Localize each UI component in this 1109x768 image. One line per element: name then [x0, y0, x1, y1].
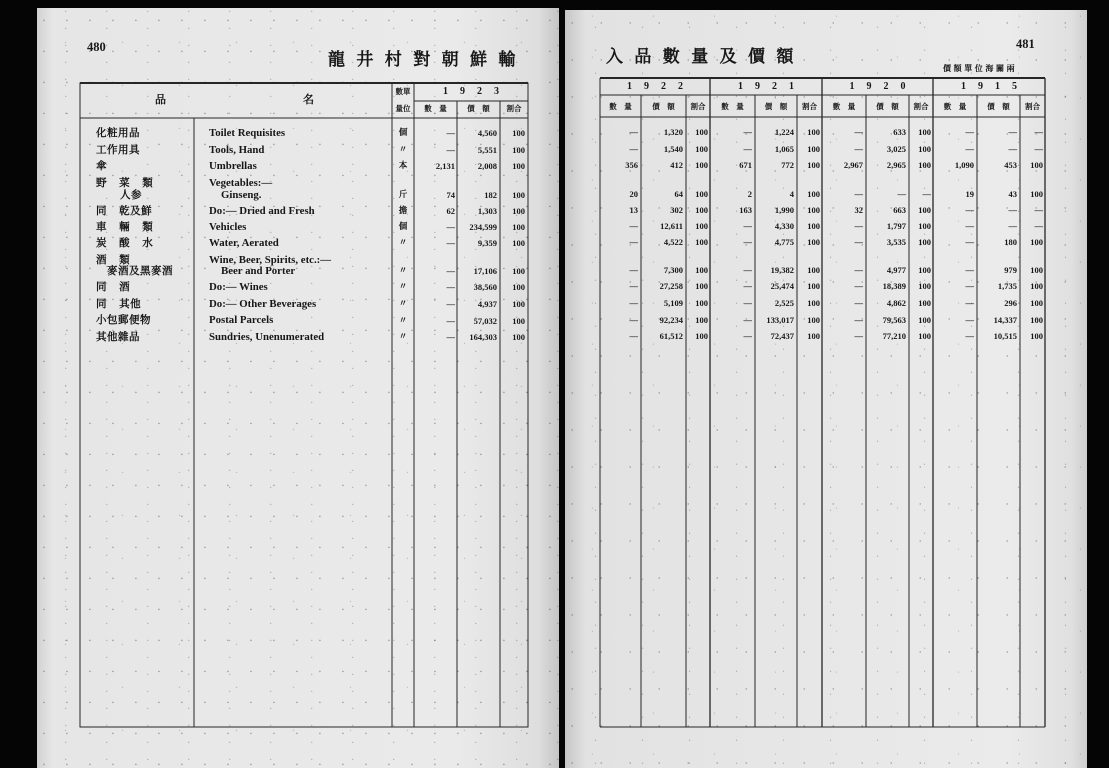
ratio-cell: —: [1034, 221, 1043, 231]
quantity-cell: —: [446, 222, 455, 232]
ratio-cell: 100: [1030, 265, 1043, 275]
quantity-cell: —: [743, 144, 752, 154]
item-name-jp: 車 輛 類: [96, 221, 154, 233]
value-cell: 1,224: [774, 127, 794, 137]
ratio-cell: 100: [512, 238, 525, 248]
ratio-cell: 100: [807, 265, 820, 275]
ratio-cell: 100: [512, 161, 525, 171]
value-cell: 92,234: [659, 315, 683, 325]
quantity-cell: —: [629, 298, 638, 308]
ratio-cell: 100: [512, 282, 525, 292]
quantity-cell: —: [446, 282, 455, 292]
item-name-en: Do:— Other Beverages: [209, 298, 317, 310]
quantity-cell: —: [446, 332, 455, 342]
quantity-cell: —: [965, 221, 974, 231]
quantity-cell: 20: [629, 189, 638, 199]
ratio-cell: 100: [807, 221, 820, 231]
ratio-cell: —: [1034, 144, 1043, 154]
item-subname-en: Ginseng.: [221, 189, 262, 201]
quantity-cell: 2,131: [435, 161, 455, 171]
quantity-cell: 62: [446, 206, 455, 216]
quantity-cell: —: [965, 144, 974, 154]
quantity-cell: 19: [965, 189, 974, 199]
ratio-cell: 100: [918, 205, 931, 215]
value-cell: 1,990: [774, 205, 794, 215]
unit-cell: 本: [398, 161, 408, 171]
ratio-cell: 100: [512, 128, 525, 138]
value-cell: 14,337: [993, 315, 1017, 325]
ratio-cell: 100: [807, 127, 820, 137]
value-header: 價 額: [764, 102, 788, 111]
item-subname-jp: 人参: [120, 189, 142, 201]
value-cell: 4,862: [886, 298, 906, 308]
ratio-cell: 100: [512, 222, 525, 232]
item-name-en: Do:— Dried and Fresh: [209, 205, 315, 217]
header-item-label-1: 品: [155, 93, 166, 106]
item-name-en: Vehicles: [209, 221, 247, 233]
year-header: 1923: [443, 86, 511, 97]
ratio-cell: 100: [807, 298, 820, 308]
ratio-cell: 100: [695, 205, 708, 215]
ratio-cell: 100: [918, 237, 931, 247]
value-cell: 2,965: [886, 160, 906, 170]
unit-cell: 〃: [398, 282, 408, 292]
quantity-cell: —: [965, 315, 974, 325]
value-cell: 77,210: [882, 331, 906, 341]
value-cell: 182: [484, 190, 497, 200]
quantity-cell: —: [965, 298, 974, 308]
header-unit-bottom: 量位: [395, 104, 411, 113]
unit-cell: 〃: [398, 316, 408, 326]
quantity-header: 數 量: [609, 102, 632, 111]
value-header: 價 額: [876, 102, 899, 111]
ratio-cell: 100: [512, 316, 525, 326]
quantity-cell: —: [743, 127, 752, 137]
page-number-left: 480: [87, 40, 106, 54]
page-number-right: 481: [1016, 37, 1035, 51]
value-cell: —: [897, 189, 906, 199]
quantity-cell: —: [629, 265, 638, 275]
quantity-cell: —: [446, 266, 455, 276]
item-name-en: Postal Parcels: [209, 314, 274, 326]
quantity-cell: 2,967: [843, 160, 863, 170]
value-cell: 4,937: [477, 299, 497, 309]
quantity-cell: 163: [739, 205, 752, 215]
ratio-cell: 100: [1030, 315, 1043, 325]
value-cell: 2,525: [774, 298, 794, 308]
ratio-cell: 100: [807, 331, 820, 341]
value-cell: 1,735: [997, 281, 1017, 291]
value-cell: 4: [789, 189, 794, 199]
ratio-cell: 100: [807, 281, 820, 291]
value-cell: 772: [781, 160, 794, 170]
ratio-cell: 100: [918, 281, 931, 291]
value-cell: 9,359: [477, 238, 497, 248]
ratio-cell: 100: [695, 221, 708, 231]
quantity-cell: —: [965, 127, 974, 137]
value-cell: —: [1008, 144, 1017, 154]
value-header: 價 額: [987, 102, 1010, 111]
value-cell: 19,382: [770, 265, 794, 275]
ratio-cell: 100: [918, 144, 931, 154]
quantity-cell: —: [446, 238, 455, 248]
quantity-cell: —: [446, 128, 455, 138]
unit-cell: 〃: [398, 238, 408, 248]
ratio-cell: 100: [807, 160, 820, 170]
quantity-cell: —: [629, 221, 638, 231]
quantity-cell: —: [743, 281, 752, 291]
value-cell: 5,551: [477, 145, 497, 155]
quantity-cell: 1,090: [954, 160, 974, 170]
ratio-header: 割合: [1025, 102, 1040, 111]
quantity-cell: —: [965, 237, 974, 247]
value-cell: 180: [1004, 237, 1017, 247]
ratio-cell: 100: [695, 237, 708, 247]
quantity-cell: —: [629, 331, 638, 341]
value-cell: 1,320: [663, 127, 683, 137]
item-name-en: Do:— Wines: [209, 281, 268, 293]
value-cell: 1,540: [663, 144, 683, 154]
value-header: 價 額: [652, 102, 675, 111]
value-cell: 412: [670, 160, 683, 170]
quantity-cell: —: [965, 205, 974, 215]
value-cell: 25,474: [770, 281, 794, 291]
ratio-cell: 100: [695, 281, 708, 291]
quantity-cell: —: [743, 315, 752, 325]
quantity-cell: —: [629, 315, 638, 325]
value-cell: 4,522: [663, 237, 683, 247]
page-title-right: 入品數量及價額: [606, 47, 805, 67]
ratio-cell: 100: [807, 315, 820, 325]
value-cell: 979: [1004, 265, 1017, 275]
quantity-cell: —: [446, 299, 455, 309]
ratio-cell: 100: [918, 127, 931, 137]
quantity-cell: —: [854, 265, 863, 275]
value-cell: 43: [1008, 189, 1017, 199]
value-cell: 79,563: [882, 315, 906, 325]
quantity-cell: —: [854, 298, 863, 308]
item-name-jp: 其他雜品: [96, 331, 140, 343]
year-header: 1921: [738, 81, 806, 92]
value-cell: 57,032: [473, 316, 497, 326]
ratio-cell: 100: [918, 331, 931, 341]
unit-cell: 擔: [398, 206, 408, 216]
ratio-cell: 100: [1030, 160, 1043, 170]
item-name-jp: 炭 酸 水: [96, 237, 154, 249]
ratio-header: 割合: [913, 102, 929, 111]
year-header: 1920: [849, 81, 918, 92]
unit-cell: 〃: [398, 332, 408, 342]
value-cell: 4,560: [477, 128, 497, 138]
unit-cell: 〃: [398, 266, 408, 276]
quantity-header: 數 量: [832, 102, 856, 111]
ratio-cell: 100: [695, 144, 708, 154]
ratio-header: 割合: [802, 102, 817, 111]
quantity-cell: —: [743, 298, 752, 308]
value-cell: 38,560: [473, 282, 497, 292]
ratio-cell: 100: [807, 144, 820, 154]
quantity-cell: —: [743, 237, 752, 247]
page-title-left: 龍井村對朝鮮輸: [328, 50, 527, 70]
value-cell: 10,515: [993, 331, 1017, 341]
quantity-cell: 356: [625, 160, 638, 170]
value-cell: 453: [1004, 160, 1017, 170]
quantity-cell: —: [965, 281, 974, 291]
value-cell: —: [1008, 127, 1017, 137]
item-name-jp: 同 其他: [96, 298, 142, 310]
item-name-en: Wine, Beer, Spirits, etc.:—: [209, 254, 332, 266]
quantity-cell: 671: [739, 160, 752, 170]
value-cell: 27,258: [659, 281, 683, 291]
value-cell: 302: [670, 205, 683, 215]
item-name-jp: 傘: [96, 160, 107, 172]
ratio-cell: 100: [512, 206, 525, 216]
item-name-en: Tools, Hand: [209, 144, 265, 156]
value-header: 價 額: [467, 104, 490, 113]
ratio-cell: 100: [695, 265, 708, 275]
value-cell: 3,025: [886, 144, 906, 154]
ratio-cell: 100: [1030, 237, 1043, 247]
quantity-cell: —: [629, 144, 638, 154]
quantity-cell: 13: [629, 205, 638, 215]
ratio-cell: 100: [695, 298, 708, 308]
quantity-cell: —: [965, 331, 974, 341]
item-name-jp: 工作用具: [96, 144, 140, 156]
ratio-cell: 100: [512, 145, 525, 155]
item-subname-en: Beer and Porter: [221, 265, 296, 277]
ratio-cell: 100: [918, 160, 931, 170]
value-cell: 296: [1004, 298, 1017, 308]
value-cell: 18,389: [882, 281, 906, 291]
ratio-header: 割合: [506, 104, 522, 113]
ratio-cell: 100: [695, 331, 708, 341]
ratio-cell: —: [1034, 205, 1043, 215]
quantity-cell: —: [629, 281, 638, 291]
unit-cell: 〃: [398, 299, 408, 309]
ratio-cell: 100: [512, 266, 525, 276]
quantity-cell: —: [854, 144, 863, 154]
unit-cell: 個: [398, 128, 408, 138]
value-cell: 5,109: [663, 298, 683, 308]
item-name-jp: 小包郵便物: [96, 314, 151, 326]
year-header: 1922: [627, 81, 695, 92]
quantity-cell: —: [854, 331, 863, 341]
value-cell: 61,512: [659, 331, 683, 341]
item-subname-jp: 麥酒及黑麥酒: [107, 265, 173, 277]
item-name-en: Umbrellas: [209, 160, 257, 172]
ratio-cell: 100: [695, 189, 708, 199]
ratio-cell: 100: [1030, 189, 1043, 199]
quantity-cell: —: [743, 221, 752, 231]
quantity-cell: —: [965, 265, 974, 275]
value-cell: 4,977: [886, 265, 906, 275]
quantity-header: 數 量: [943, 102, 967, 111]
ratio-cell: 100: [512, 332, 525, 342]
ratio-cell: 100: [918, 315, 931, 325]
value-cell: 72,437: [770, 331, 794, 341]
item-name-jp: 野 菜 類: [96, 177, 154, 189]
quantity-cell: 2: [747, 189, 752, 199]
value-cell: 633: [893, 127, 906, 137]
header-unit-top: 數單: [395, 87, 411, 96]
item-name-en: Vegetables:—: [209, 177, 273, 189]
quantity-cell: —: [854, 237, 863, 247]
value-cell: 4,775: [774, 237, 794, 247]
ratio-cell: 100: [918, 221, 931, 231]
quantity-header: 數 量: [721, 102, 744, 111]
quantity-cell: —: [446, 316, 455, 326]
value-cell: 3,535: [886, 237, 906, 247]
ratio-cell: —: [1034, 127, 1043, 137]
quantity-cell: —: [854, 315, 863, 325]
value-cell: 164,303: [469, 332, 497, 342]
value-cell: 1,303: [477, 206, 497, 216]
ratio-header: 割合: [690, 102, 706, 111]
value-cell: 4,330: [774, 221, 794, 231]
ratio-cell: 100: [695, 127, 708, 137]
value-cell: 12,611: [660, 221, 683, 231]
ratio-cell: 100: [1030, 298, 1043, 308]
value-cell: 17,106: [473, 266, 497, 276]
quantity-cell: —: [854, 221, 863, 231]
ratio-cell: 100: [918, 265, 931, 275]
ratio-cell: 100: [807, 237, 820, 247]
item-name-jp: 化粧用品: [96, 127, 140, 139]
item-name-jp: 同 酒: [96, 281, 131, 293]
unit-cell: 斤: [398, 190, 408, 200]
quantity-cell: 74: [446, 190, 455, 200]
value-cell: 663: [893, 205, 906, 215]
value-cell: 133,017: [766, 315, 794, 325]
ratio-cell: 100: [918, 298, 931, 308]
quantity-cell: —: [446, 145, 455, 155]
quantity-cell: —: [629, 237, 638, 247]
item-name-en: Water, Aerated: [209, 237, 279, 249]
value-cell: —: [1008, 205, 1017, 215]
quantity-header: 數 量: [424, 104, 447, 113]
item-name-jp: 同 乾及鮮: [96, 205, 153, 217]
value-cell: 1,797: [886, 221, 906, 231]
value-cell: 234,599: [469, 222, 497, 232]
quantity-cell: 32: [854, 205, 863, 215]
value-cell: 2,008: [477, 161, 497, 171]
quantity-cell: —: [743, 265, 752, 275]
value-cell: —: [1008, 221, 1017, 231]
item-name-en: Toilet Requisites: [209, 127, 286, 139]
ratio-cell: 100: [512, 299, 525, 309]
quantity-cell: —: [854, 127, 863, 137]
value-cell: 64: [674, 189, 683, 199]
unit-cell: 〃: [398, 145, 408, 155]
value-unit-note: 價額單位海關兩: [943, 63, 1018, 73]
ratio-cell: —: [922, 189, 931, 199]
year-header: 1915: [961, 81, 1029, 92]
ratio-cell: 100: [807, 205, 820, 215]
quantity-cell: —: [629, 127, 638, 137]
quantity-cell: —: [854, 281, 863, 291]
item-name-jp: 酒 類: [96, 254, 131, 266]
ratio-cell: 100: [695, 315, 708, 325]
quantity-cell: —: [743, 331, 752, 341]
item-name-en: Sundries, Unenumerated: [209, 331, 325, 343]
quantity-cell: —: [854, 189, 863, 199]
value-cell: 7,300: [663, 265, 683, 275]
ratio-cell: 100: [1030, 331, 1043, 341]
unit-cell: 個: [398, 222, 408, 232]
header-item-label-2: 名: [303, 93, 314, 106]
ratio-cell: 100: [695, 160, 708, 170]
ratio-cell: 100: [807, 189, 820, 199]
ratio-cell: 100: [512, 190, 525, 200]
value-cell: 1,065: [774, 144, 794, 154]
ratio-cell: 100: [1030, 281, 1043, 291]
